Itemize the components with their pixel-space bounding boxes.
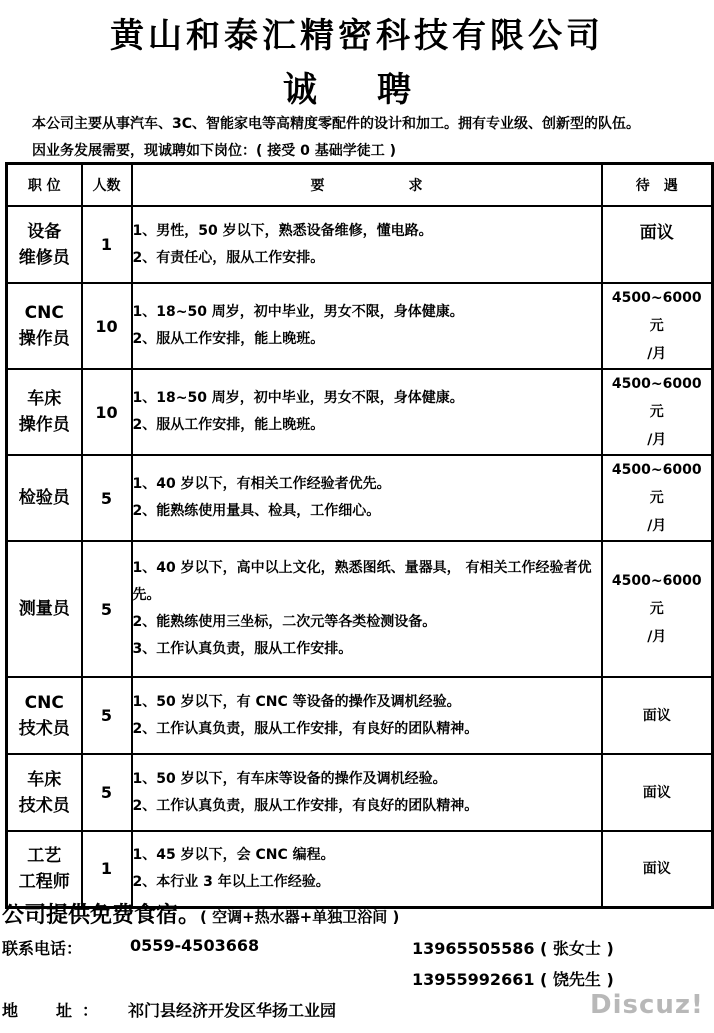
- table-row: [7, 283, 713, 369]
- position-line-2: 技术员: [18, 718, 70, 739]
- pay-amount: 面议: [642, 860, 671, 877]
- job-count: 5: [82, 754, 132, 831]
- pay-unit: /月: [647, 432, 667, 448]
- job-requirements: [132, 831, 602, 907]
- table-row: [7, 206, 713, 283]
- pay-amount: 面议: [642, 707, 671, 724]
- position-line-1: CNC: [24, 692, 64, 713]
- requirement-item: 1、50 岁以下，有 CNC 等设备的操作及调机经验。: [132, 693, 461, 710]
- job-count: 5: [82, 677, 132, 754]
- job-requirements: [132, 677, 602, 754]
- title-char-1: 诚: [283, 70, 377, 110]
- job-position: [7, 455, 82, 541]
- contact-mobile-2: 13955992661 ( 饶先生 ): [412, 970, 614, 989]
- job-pay: [602, 754, 713, 831]
- header-count: 人数: [82, 164, 132, 207]
- pay-unit: /月: [647, 629, 667, 645]
- benefit-main: 公司提供免费食宿。: [2, 903, 201, 928]
- position-line-2: 技术员: [18, 795, 70, 816]
- position-line-1: 工艺: [27, 845, 62, 866]
- position-line-2: 操作员: [18, 329, 70, 349]
- address-label: [2, 998, 108, 1021]
- job-requirements: [132, 754, 602, 831]
- requirement-item: 1、18~50 周岁，初中毕业，男女不限，身体健康。: [132, 304, 464, 320]
- pay-unit: /月: [647, 346, 667, 362]
- job-count: 10: [82, 283, 132, 369]
- pay-unit: /月: [647, 518, 667, 534]
- job-table: [5, 162, 714, 909]
- position-line-1: 车床: [27, 769, 62, 790]
- pay-amount: 面议: [639, 223, 674, 243]
- position-line-1: 测量员: [18, 599, 70, 619]
- job-position: [7, 541, 82, 677]
- table-row: [7, 754, 713, 831]
- job-count: 5: [82, 455, 132, 541]
- address-label-char: 地: [2, 1001, 29, 1020]
- position-line-2: 维修员: [18, 247, 70, 268]
- position-line-1: 检验员: [18, 488, 70, 508]
- table-row: [7, 455, 713, 541]
- intro-line-1: 本公司主要从事汽车、3C、智能家电等高精度零配件的设计和加工。拥有专业级、创新型的队伍。: [32, 116, 641, 132]
- job-pay: [602, 541, 713, 677]
- pay-amount: 4500~6000 元: [611, 290, 702, 334]
- job-count: 1: [82, 831, 132, 907]
- requirement-item: 1、40 岁以下，有相关工作经验者优先。: [132, 476, 391, 492]
- job-pay: [602, 677, 713, 754]
- job-pay: [602, 831, 713, 907]
- requirement-item: 2、工作认真负责，服从工作安排，有良好的团队精神。: [132, 720, 479, 737]
- job-position: [7, 206, 82, 283]
- requirement-item: 2、有责任心，服从工作安排。: [132, 249, 325, 266]
- position-line-1: 车床: [27, 389, 62, 409]
- requirement-item: 2、能熟练使用量具、检具，工作细心。: [132, 503, 381, 519]
- page-title: [0, 62, 714, 111]
- job-pay: [602, 283, 713, 369]
- contact-mobile-1: 13965505586 ( 张女士 ): [412, 939, 614, 958]
- job-pay: [602, 455, 713, 541]
- pay-amount: 4500~6000 元: [611, 376, 702, 420]
- job-count: 10: [82, 369, 132, 455]
- contact-label: 联系电话：: [2, 939, 83, 958]
- requirement-item: 2、工作认真负责，服从工作安排，有良好的团队精神。: [132, 797, 479, 814]
- requirement-item: 2、本行业 3 年以上工作经验。: [132, 873, 330, 890]
- title-char-2: 聘: [377, 70, 471, 110]
- requirement-item: 2、服从工作安排，能上晚班。: [132, 417, 325, 433]
- company-name: 黄山和泰汇精密科技有限公司: [110, 16, 604, 56]
- requirement-item: 1、45 岁以下，会 CNC 编程。: [132, 846, 335, 863]
- header-position: 职 位: [7, 164, 82, 207]
- requirement-item: 3、工作认真负责，服从工作安排。: [132, 641, 353, 657]
- job-position: [7, 369, 82, 455]
- table-row: [7, 541, 713, 677]
- position-line-1: 设备: [27, 221, 62, 242]
- address-value: 祁门县经济开发区华扬工业园: [128, 1001, 337, 1020]
- intro-line-2: 因业务发展需要，现诚聘如下岗位：( 接受 0 基础学徒工 ): [32, 143, 397, 159]
- job-pay: [602, 369, 713, 455]
- position-line-2: 操作员: [18, 415, 70, 435]
- job-pay: [602, 206, 713, 283]
- requirement-item: 2、服从工作安排，能上晚班。: [132, 331, 325, 347]
- job-position: [7, 754, 82, 831]
- table-row: [7, 831, 713, 907]
- job-requirements: [132, 541, 602, 677]
- requirement-item: 1、18~50 周岁，初中毕业，男女不限，身体健康。: [132, 390, 464, 406]
- job-count: 1: [82, 206, 132, 283]
- pay-amount: 面议: [642, 784, 671, 801]
- requirement-item: 2、能熟练使用三坐标，二次元等各类检测设备。: [132, 614, 437, 630]
- pay-amount: 4500~6000 元: [611, 573, 702, 617]
- job-requirements: [132, 283, 602, 369]
- table-row: [7, 369, 713, 455]
- requirement-item: 1、男性，50 岁以下，熟悉设备维修，懂电路。: [132, 222, 433, 239]
- job-position: [7, 831, 82, 907]
- benefit-detail: ( 空调+热水器+单独卫浴间 ): [200, 908, 400, 926]
- pay-amount: 4500~6000 元: [611, 462, 702, 506]
- job-position: [7, 283, 82, 369]
- address-label-char: 址：: [56, 1001, 109, 1020]
- job-requirements: [132, 206, 602, 283]
- requirement-item: 1、50 岁以下，有车床等设备的操作及调机经验。: [132, 770, 447, 787]
- watermark-logo: Discuz!: [590, 990, 704, 1020]
- requirement-item: 1、40 岁以下，高中以上文化，熟悉图纸、量器具， 有相关工作经验者优先。: [132, 560, 592, 603]
- table-header-row: [7, 164, 713, 207]
- job-position: [7, 677, 82, 754]
- position-line-1: CNC: [24, 303, 64, 323]
- job-requirements: [132, 369, 602, 455]
- header-requirements: 要 求: [132, 164, 602, 207]
- header-pay: 待 遇: [602, 164, 713, 207]
- job-count: 5: [82, 541, 132, 677]
- job-requirements: [132, 455, 602, 541]
- contact-phone: 0559-4503668: [130, 936, 260, 955]
- position-line-2: 工程师: [18, 871, 70, 892]
- benefit-note: [2, 898, 399, 929]
- table-row: [7, 677, 713, 754]
